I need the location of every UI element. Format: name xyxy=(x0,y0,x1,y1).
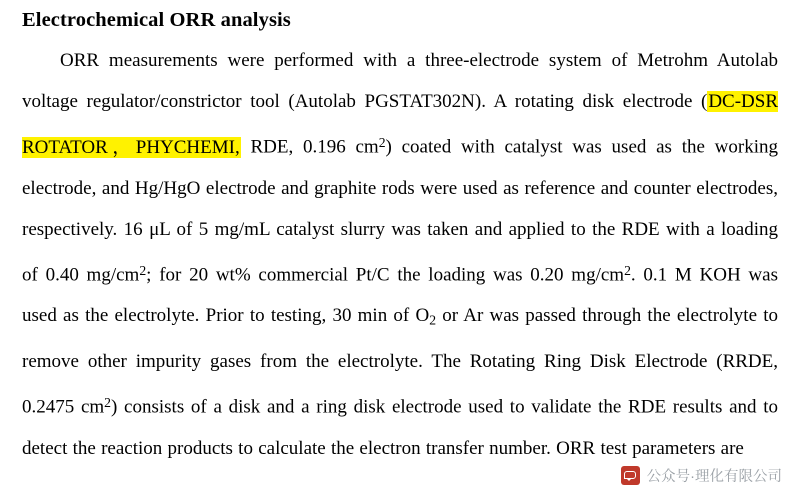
paragraph-segment-6: or Ar was passed through the electrolyte to remove other impurity gases from the electrolyte. The Rotating Ring Disk Electrode (RRDE, 0.2475 cm xyxy=(22,305,778,418)
superscript-4: 2 xyxy=(104,394,112,410)
highlighted-text: DC-DSR ROTATOR，PHYCHEMI, xyxy=(22,91,778,158)
paragraph-segment-7: ) consists of a disk and a ring disk electrode used to validate the RDE results and to detect the reaction products to calculate the electron transfer number. ORR test parameters are xyxy=(22,396,778,459)
superscript-2: 2 xyxy=(139,262,147,278)
paragraph-segment-2: RDE, 0.196 cm xyxy=(240,136,379,158)
body-paragraph xyxy=(22,40,778,469)
section-heading: Electrochemical ORR analysis xyxy=(22,9,291,31)
paragraph-segment-1: ORR measurements were performed with a three-electrode system of Metrohm Autolab voltage regulator/constrictor tool (Autolab PGSTAT302N). A rotating disk electrode ( xyxy=(22,50,778,112)
watermark-text: 公众号·理化有限公司 xyxy=(646,469,782,485)
wechat-logo-icon xyxy=(621,466,640,485)
paragraph-segment-5: . 0.1 M KOH was used as the electrolyte. Prior to testing, 30 min of O xyxy=(22,264,778,327)
superscript-1: 2 xyxy=(378,135,386,150)
watermark xyxy=(621,465,782,486)
superscript-3: 2 xyxy=(624,262,631,278)
paragraph-segment-4: ; for 20 wt% commercial Pt/C the loading was 0.20 mg/cm xyxy=(146,264,625,286)
subscript-1: 2 xyxy=(429,312,437,328)
paragraph-segment-3: ) coated with catalyst was used as the working electrode, and Hg/HgO electrode and graphite rods were used as reference and counter electrodes, respectively. 16 μL of 5 mg/mL catalyst slurry was taken and applied to the RDE with a loading of 0.40 mg/cm xyxy=(22,136,778,286)
